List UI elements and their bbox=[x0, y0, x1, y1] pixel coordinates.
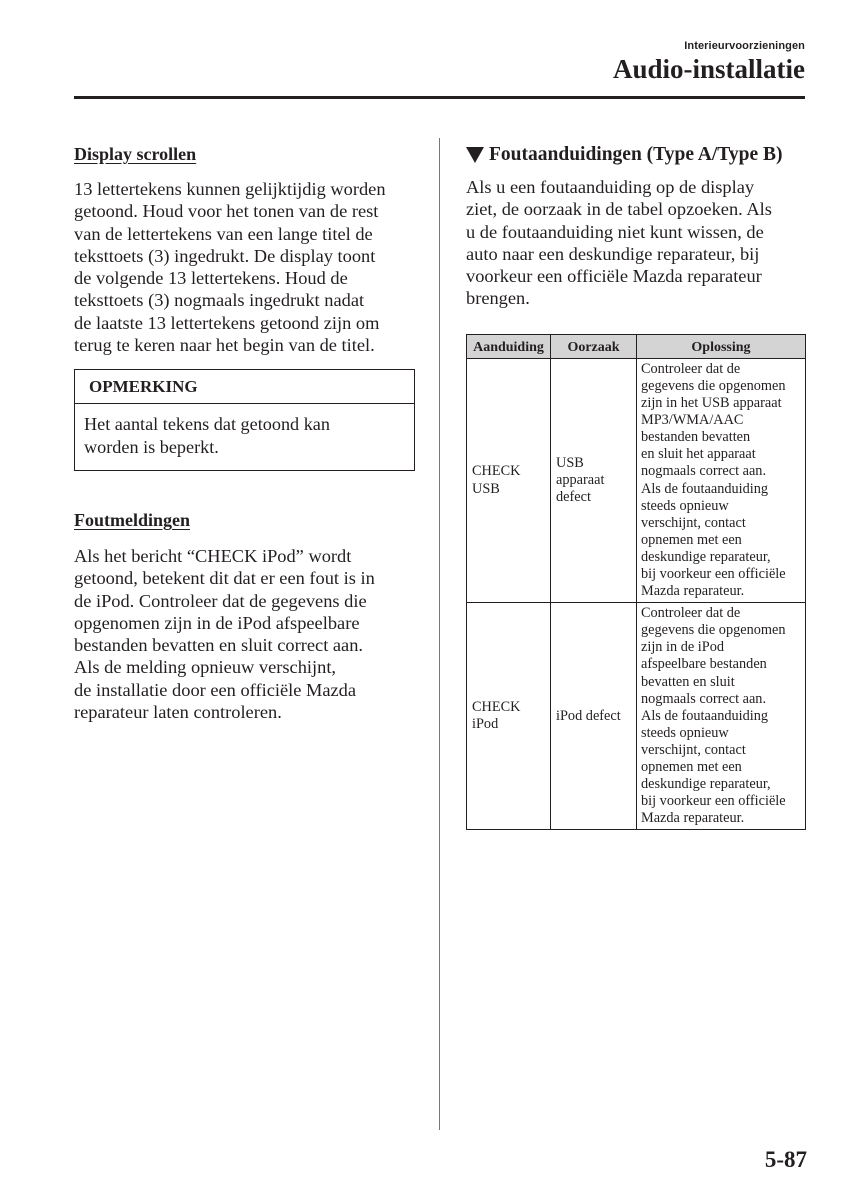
text-line: USB bbox=[472, 480, 500, 497]
text-line: verschijnt, contact bbox=[641, 741, 746, 758]
column-divider bbox=[439, 138, 440, 1130]
table-row bbox=[467, 358, 806, 602]
error-messages-text bbox=[74, 545, 418, 723]
cell-cause bbox=[551, 603, 637, 830]
text-line: de laatste 13 lettertekens getoond zijn om bbox=[74, 312, 380, 333]
text-line: CHECK bbox=[472, 463, 521, 480]
table-row bbox=[467, 603, 806, 830]
text-line: MP3/WMA/AAC bbox=[641, 412, 744, 429]
text-line: en sluit het apparaat bbox=[641, 446, 756, 463]
text-line: brengen. bbox=[466, 288, 530, 309]
triangle-down-icon bbox=[466, 147, 484, 163]
text-line: voorkeur een officiële Mazda reparateur bbox=[466, 266, 762, 287]
note-box bbox=[74, 369, 415, 471]
text-line: bevatten en sluit bbox=[641, 673, 735, 690]
text-line: 13 lettertekens kunnen gelijktijdig worden bbox=[74, 179, 386, 199]
text-line: apparaat bbox=[556, 471, 605, 488]
error-messages-heading: Foutmeldingen bbox=[74, 509, 191, 530]
text-line: afspeelbare bestanden bbox=[641, 656, 767, 673]
header-section-label: Interieurvoorzieningen bbox=[684, 40, 805, 52]
error-indications-heading bbox=[466, 143, 808, 167]
page-number: 5-87 bbox=[764, 1147, 807, 1172]
text-line: CHECK bbox=[472, 699, 521, 716]
text-line: de volgende 13 lettertekens. Houd de bbox=[74, 268, 348, 289]
text-line: reparateur laten controleren. bbox=[74, 702, 282, 723]
text-line: steeds opnieuw bbox=[641, 497, 729, 514]
text-line: deskundige reparateur, bbox=[641, 776, 771, 793]
error-indications-intro bbox=[466, 176, 808, 310]
text-line: zijn in het USB apparaat bbox=[641, 395, 782, 412]
text-line: gegevens die opgenomen bbox=[641, 377, 786, 394]
note-text bbox=[75, 404, 414, 470]
text-line: de installatie door een officiële Mazda bbox=[74, 679, 357, 700]
text-line: teksttoets (3) ingedrukt. De display toont bbox=[74, 245, 376, 266]
text-line: defect bbox=[556, 489, 591, 506]
text-line: opgenomen zijn in de iPod afspeelbare bbox=[74, 612, 360, 633]
text-line: Controleer dat de bbox=[641, 360, 741, 377]
error-indications-heading-text: Foutaanduidingen (Type A/Type B) bbox=[489, 144, 783, 165]
display-scroll-heading: Display scrollen bbox=[74, 144, 197, 164]
text-line: Het aantal tekens dat getoond kan bbox=[84, 414, 330, 435]
text-line: Als u een foutaanduiding op de display bbox=[466, 177, 755, 197]
text-line: de iPod. Controleer dat de gegevens die bbox=[74, 590, 367, 611]
text-line: iPod bbox=[472, 716, 499, 733]
text-line: Als de foutaanduiding bbox=[641, 707, 769, 724]
text-line: bestanden bevatten bbox=[641, 429, 751, 446]
text-line: bij voorkeur een officiële bbox=[641, 566, 786, 582]
cell-indication bbox=[467, 603, 551, 830]
text-line: gegevens die opgenomen bbox=[641, 622, 786, 639]
text-line: deskundige reparateur, bbox=[641, 548, 771, 565]
text-line: steeds opnieuw bbox=[641, 724, 729, 741]
text-line: bij voorkeur een officiële bbox=[641, 793, 786, 810]
cell-solution bbox=[637, 358, 806, 602]
text-line: Als de foutaanduiding bbox=[641, 480, 769, 497]
page-title: Audio-installatie bbox=[612, 54, 805, 84]
text-line: Als het bericht “CHECK iPod” wordt bbox=[74, 545, 352, 566]
text-line: Controleer dat de bbox=[641, 605, 741, 622]
error-table-header-row bbox=[467, 334, 806, 358]
column-header-cause: Oorzaak bbox=[551, 334, 637, 358]
text-line: zijn in de iPod bbox=[641, 639, 724, 656]
cell-solution bbox=[637, 603, 806, 830]
error-table bbox=[466, 334, 806, 831]
text-line: auto naar een deskundige reparateur, bij bbox=[466, 243, 760, 264]
text-line: opnemen met een bbox=[641, 531, 742, 548]
right-column bbox=[466, 143, 808, 830]
text-line: getoond. Houd voor het tonen van de rest bbox=[74, 201, 379, 222]
text-line: worden is beperkt. bbox=[84, 436, 219, 457]
note-heading: OPMERKING bbox=[75, 370, 414, 404]
display-scroll-text bbox=[74, 178, 418, 356]
text-line: nogmaals correct aan. bbox=[641, 463, 767, 480]
text-line: USB bbox=[556, 454, 584, 471]
column-header-indication: Aanduiding bbox=[467, 334, 551, 358]
text-line: opnemen met een bbox=[641, 759, 742, 776]
text-line: Als de melding opnieuw verschijnt, bbox=[74, 657, 337, 678]
text-line: van de lettertekens van een lange titel de bbox=[74, 223, 373, 244]
text-line: Mazda reparateur. bbox=[641, 583, 745, 600]
text-line: iPod defect bbox=[556, 707, 621, 724]
text-line: Mazda reparateur. bbox=[641, 810, 745, 827]
text-line: verschijnt, contact bbox=[641, 514, 746, 531]
text-line: getoond, betekent dit dat er een fout is in bbox=[74, 568, 375, 589]
left-column bbox=[74, 143, 418, 723]
text-line: teksttoets (3) nogmaals ingedrukt nadat bbox=[74, 290, 365, 311]
cell-cause bbox=[551, 358, 637, 602]
text-line: u de foutaanduiding niet kunt wissen, de bbox=[466, 221, 764, 242]
text-line: bestanden bevatten en sluit correct aan. bbox=[74, 635, 364, 656]
text-line: terug te keren naar het begin van de titel. bbox=[74, 335, 375, 356]
header-rule bbox=[74, 96, 805, 99]
text-line: ziet, de oorzaak in de tabel opzoeken. Als bbox=[466, 199, 772, 220]
text-line: nogmaals correct aan. bbox=[641, 690, 767, 707]
column-header-solution: Oplossing bbox=[637, 334, 806, 358]
cell-indication bbox=[467, 358, 551, 602]
